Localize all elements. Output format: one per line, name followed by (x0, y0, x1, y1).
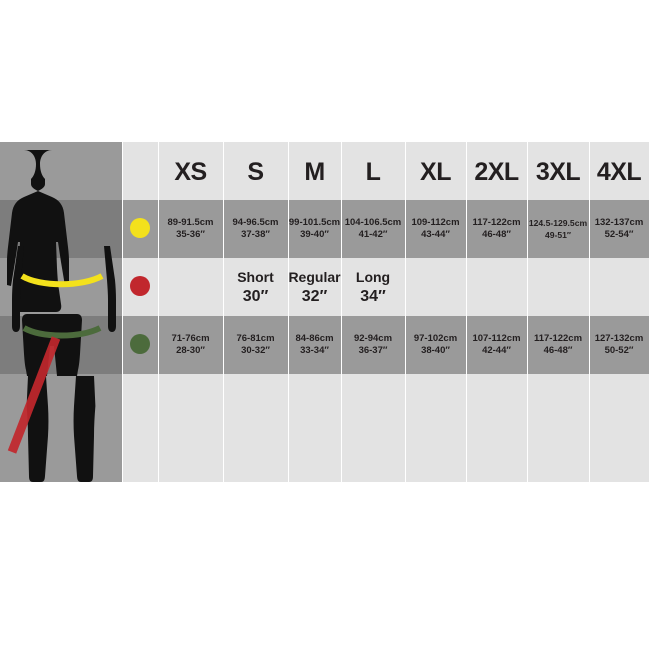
column-header-m: M (304, 158, 325, 186)
chest-cell-4xl: 132-137cm 52-54″ (594, 217, 644, 240)
column-header-s: S (247, 158, 264, 186)
chest-cell-m: 99-101.5cm 39-40″ (288, 217, 341, 240)
chest-cell-xl: 109-112cm 43-44″ (411, 217, 460, 240)
body-figure-panel (0, 142, 122, 482)
chest-swatch (130, 218, 150, 238)
inseam-cell-l: Long 34″ (355, 269, 391, 305)
chest-cell-s: 94-96.5cm 37-38″ (232, 217, 279, 240)
waist-swatch (130, 334, 150, 354)
column-header-xs: XS (174, 158, 207, 186)
inseam-cell-s: Short 30″ (237, 269, 274, 305)
waist-cell-4xl: 127-132cm 50-52″ (594, 333, 644, 356)
male-body-silhouette-icon (0, 142, 122, 482)
column-header-xl: XL (420, 158, 451, 186)
chest-cell-3xl: 124.5-129.5cm 49-51″ (528, 218, 588, 240)
waist-cell-m: 84-86cm 33-34″ (295, 333, 334, 356)
waist-cell-2xl: 107-112cm 42-44″ (472, 333, 521, 356)
column-header-2xl: 2XL (474, 158, 519, 186)
chest-cell-l: 104-106.5cm 41-42″ (344, 217, 402, 240)
inseam-cell-m: Regular 32″ (288, 269, 341, 305)
size-chart (0, 142, 650, 482)
waist-cell-l: 92-94cm 36-37″ (353, 333, 393, 356)
waist-cell-xs: 71-76cm 28-30″ (171, 333, 210, 356)
waist-cell-3xl: 117-122cm 46-48″ (533, 333, 583, 356)
waist-cell-xl: 97-102cm 38-40″ (413, 333, 458, 356)
column-header-l: L (365, 158, 381, 186)
column-header-4xl: 4XL (596, 158, 642, 186)
column-header-3xl: 3XL (535, 158, 581, 186)
waist-cell-s: 76-81cm 30-32″ (236, 333, 275, 356)
chest-cell-xs: 89-91.5cm 35-36″ (167, 217, 214, 240)
inseam-swatch (130, 276, 150, 296)
chest-cell-2xl: 117-122cm 46-48″ (472, 217, 521, 240)
